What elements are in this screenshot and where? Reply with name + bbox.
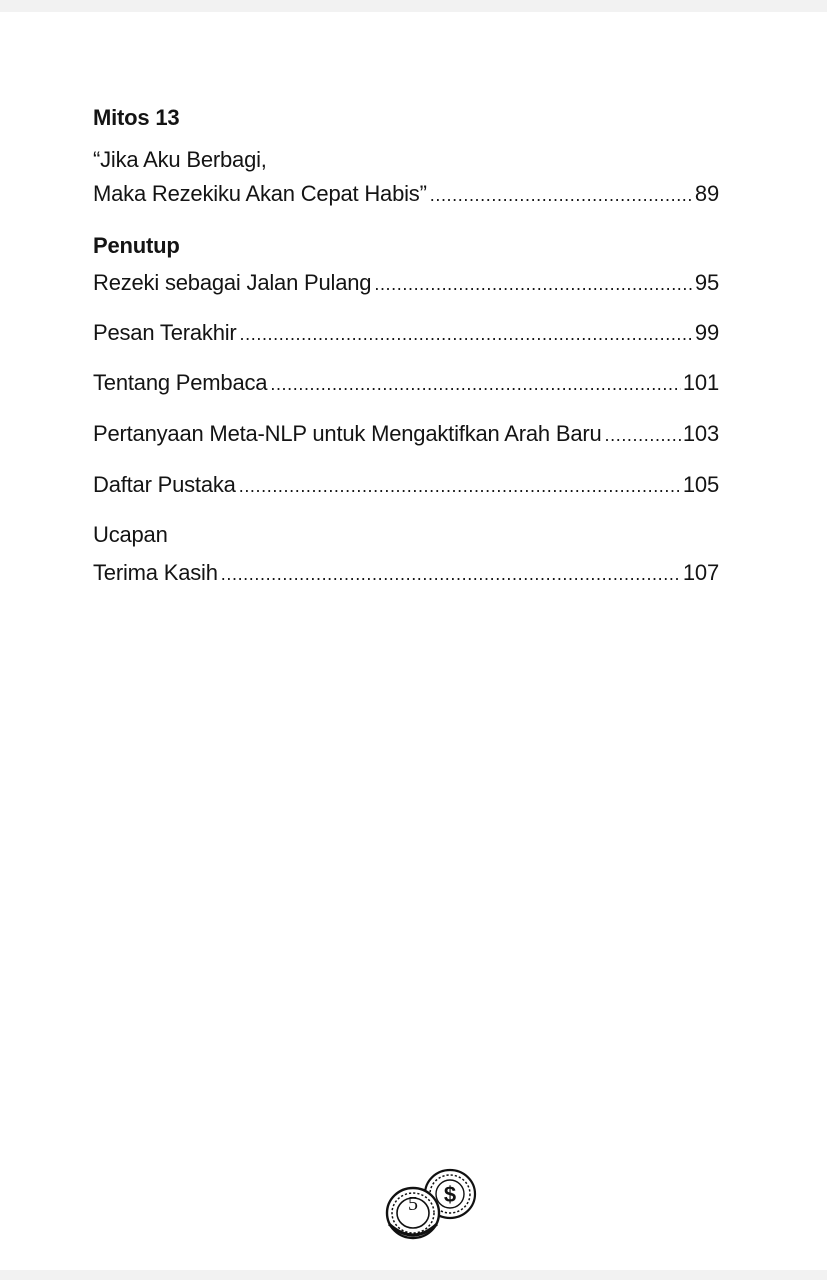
toc-entry-title: Maka Rezekiku Akan Cepat Habis”	[93, 181, 427, 206]
toc-page-number: 107	[682, 560, 719, 585]
toc-page-number: 101	[682, 370, 719, 395]
dot-leader	[605, 422, 681, 448]
dot-leader	[240, 321, 693, 347]
dot-leader	[270, 371, 681, 397]
toc-page-number: 95	[694, 270, 719, 295]
dot-leader	[221, 561, 681, 587]
toc-entry-title: Tentang Pembaca	[93, 370, 268, 395]
svg-text:$: $	[443, 1182, 457, 1207]
toc-page-number: 105	[682, 472, 719, 497]
toc-entry-myth-13[interactable]	[93, 181, 719, 208]
toc-page-number: 89	[694, 181, 719, 206]
toc-entry-pesan-terakhir[interactable]	[93, 320, 719, 347]
toc-entry-title: Pertanyaan Meta-NLP untuk Mengaktifkan Arah Baru	[93, 421, 602, 446]
page-number: 5	[408, 1193, 418, 1215]
section-heading-closing: Penutup	[93, 233, 180, 258]
toc-page-number: 103	[682, 421, 719, 446]
toc-entry-title: Rezeki sebagai Jalan Pulang	[93, 270, 372, 295]
toc-entry-thanks-line-1: Ucapan	[93, 522, 168, 547]
toc-entry-title: Daftar Pustaka	[93, 472, 236, 497]
dot-leader	[239, 473, 681, 499]
toc-entry-title: Terima Kasih	[93, 560, 218, 585]
section-heading-myth-13: Mitos 13	[93, 105, 180, 130]
toc-entry-rezeki-jalan-pulang[interactable]	[93, 270, 719, 297]
toc-entry-tentang-pembaca[interactable]	[93, 370, 719, 397]
dot-leader	[430, 182, 693, 208]
toc-entry-pertanyaan-meta-nlp[interactable]	[93, 421, 719, 448]
toc-page-number: 99	[694, 320, 719, 345]
toc-entry-terima-kasih[interactable]	[93, 560, 719, 587]
toc-entry-myth-13-line-1: “Jika Aku Berbagi,	[93, 147, 267, 172]
dot-leader	[374, 271, 693, 297]
toc-entry-daftar-pustaka[interactable]	[93, 472, 719, 499]
toc-entry-title: Pesan Terakhir	[93, 320, 237, 345]
book-page	[0, 12, 827, 1270]
